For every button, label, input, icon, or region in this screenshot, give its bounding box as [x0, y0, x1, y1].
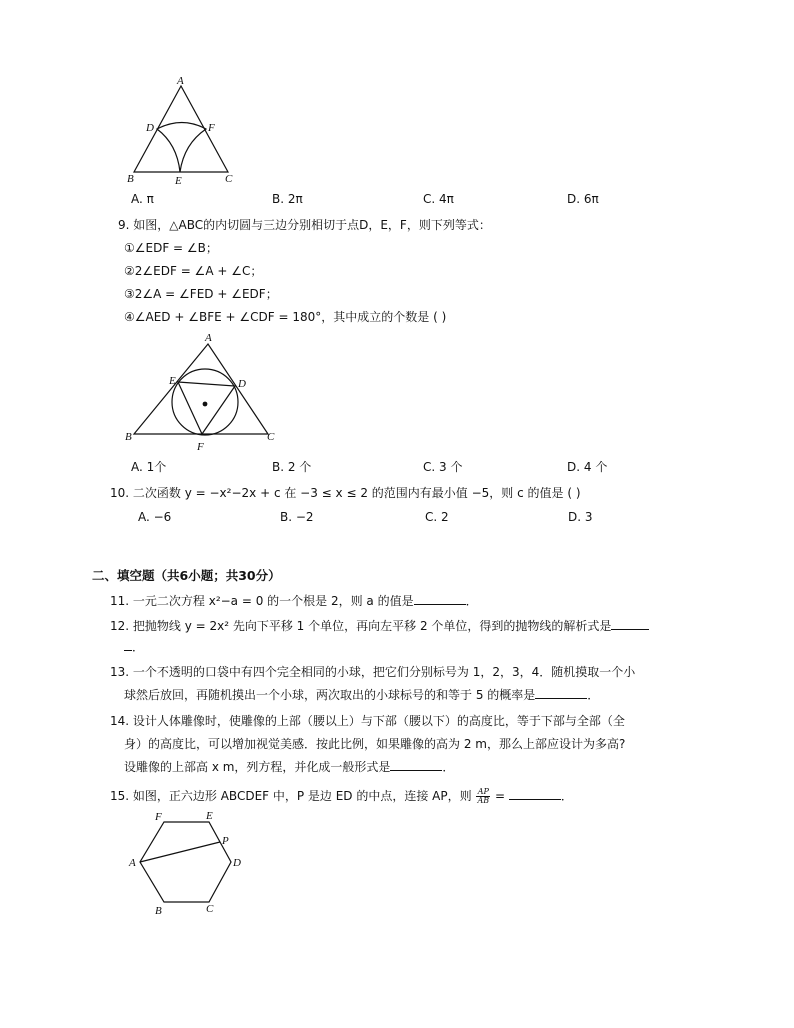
label-E: E [206, 810, 213, 822]
label-A: A [205, 332, 212, 344]
q9-figure [122, 330, 282, 454]
q12-line2 [124, 638, 144, 656]
q13-line1: 13. 一个不透明的口袋中有四个完全相同的小球，把它们分别标号为 1，2，3，4．随机摸取一个小 [110, 665, 636, 679]
q14-line3 [124, 758, 454, 776]
q8-option-b[interactable]: B. 2π [272, 192, 303, 206]
q15-text: 15. 如图，正六边形 ABCDEF 中，P 是边 ED 的中点，连接 AP，则 [110, 789, 472, 803]
q11 [110, 592, 478, 610]
q8-option-a[interactable]: A. π [131, 192, 154, 206]
q14-line1: 14. 设计人体雕像时，使雕像的上部（腰以上）与下部（腰以下）的高度比，等于下部与全部（全 [110, 714, 625, 728]
q15-end: ． [560, 789, 573, 803]
q10-option-a[interactable]: A. −6 [138, 510, 172, 524]
label-C: C [225, 173, 233, 185]
q13-text: 球然后放回，再随机摸出一个小球，两次取出的小球标号的和等于 5 的概率是 [124, 688, 536, 702]
q9-item-2: ②2∠EDF = ∠A + ∠C； [124, 264, 263, 278]
label-A: A [177, 75, 184, 87]
label-F: F [208, 122, 215, 134]
q15-eq: = [494, 789, 505, 803]
q14-text: 设雕像的上部高 x m，列方程，并化成一般形式是 [124, 760, 391, 774]
q13-answer-blank[interactable] [535, 686, 587, 699]
q8-figure [122, 74, 242, 186]
q12-end: ． [132, 640, 145, 654]
label-D: D [238, 378, 246, 390]
q12-answer-blank-cont[interactable] [124, 638, 132, 651]
label-C: C [267, 431, 275, 443]
q12-line1 [110, 617, 649, 635]
q9-stem: 9. 如图，△ABC的内切圆与三边分别相切于点D，E，F，则下列等式： [118, 218, 491, 232]
q15-fraction [476, 788, 490, 805]
label-F: F [197, 441, 204, 453]
q14-line2: 身）的高度比，可以增加视觉美感．按此比例，如果雕像的高为 2 m，那么上部应设计为多高? [124, 737, 626, 751]
q15-frac-den: AB [477, 796, 490, 805]
q9-item-1: ①∠EDF = ∠B； [124, 241, 218, 255]
label-A: A [129, 857, 136, 869]
label-P: P [222, 835, 229, 847]
q10-option-b[interactable]: B. −2 [280, 510, 314, 524]
q9-item-4: ④∠AED + ∠BFE + ∠CDF = 180°，其中成立的个数是 ( ) [124, 310, 447, 324]
label-F: F [155, 811, 162, 823]
q12-answer-blank[interactable] [611, 617, 649, 630]
q11-text: 11. 一元二次方程 x²−a = 0 的一个根是 2，则 a 的值是 [110, 594, 414, 608]
q10-option-d[interactable]: D. 3 [568, 510, 593, 524]
label-B: B [125, 431, 132, 443]
q15-figure [124, 806, 254, 922]
q15-answer-blank[interactable] [509, 787, 561, 800]
q9-option-b[interactable]: B. 2 个 [272, 460, 312, 474]
q9-option-c[interactable]: C. 3 个 [423, 460, 463, 474]
label-D: D [146, 122, 154, 134]
q13-line2 [124, 686, 599, 704]
q10-stem: 10. 二次函数 y = −x²−2x + c 在 −3 ≤ x ≤ 2 的范围内有最小值 −5，则 c 的值是 ( ) [110, 486, 581, 500]
label-C: C [206, 903, 214, 915]
q9-option-a[interactable]: A. 1个 [131, 460, 167, 474]
label-D: D [233, 857, 241, 869]
q8-option-c[interactable]: C. 4π [423, 192, 454, 206]
label-E: E [175, 175, 182, 186]
q11-end: ． [465, 594, 478, 608]
q11-answer-blank[interactable] [414, 592, 466, 605]
q8-option-d[interactable]: D. 6π [567, 192, 599, 206]
q9-option-d[interactable]: D. 4 个 [567, 460, 608, 474]
q9-item-3: ③2∠A = ∠FED + ∠EDF； [124, 287, 278, 301]
q13-end: ． [587, 688, 600, 702]
q10-option-c[interactable]: C. 2 [425, 510, 449, 524]
q15-frac-num: AP [477, 787, 489, 796]
q14-end: ． [442, 760, 455, 774]
label-E: E [169, 375, 176, 387]
q15 [110, 787, 573, 805]
q14-answer-blank[interactable] [390, 758, 442, 771]
q12-text: 12. 把抛物线 y = 2x² 先向下平移 1 个单位，再向左平移 2 个单位，得到的抛物线的解析式是 [110, 619, 612, 633]
label-B: B [127, 173, 134, 185]
label-B: B [155, 905, 162, 917]
section-title: 二、填空题（共6小题；共30分） [92, 568, 281, 583]
